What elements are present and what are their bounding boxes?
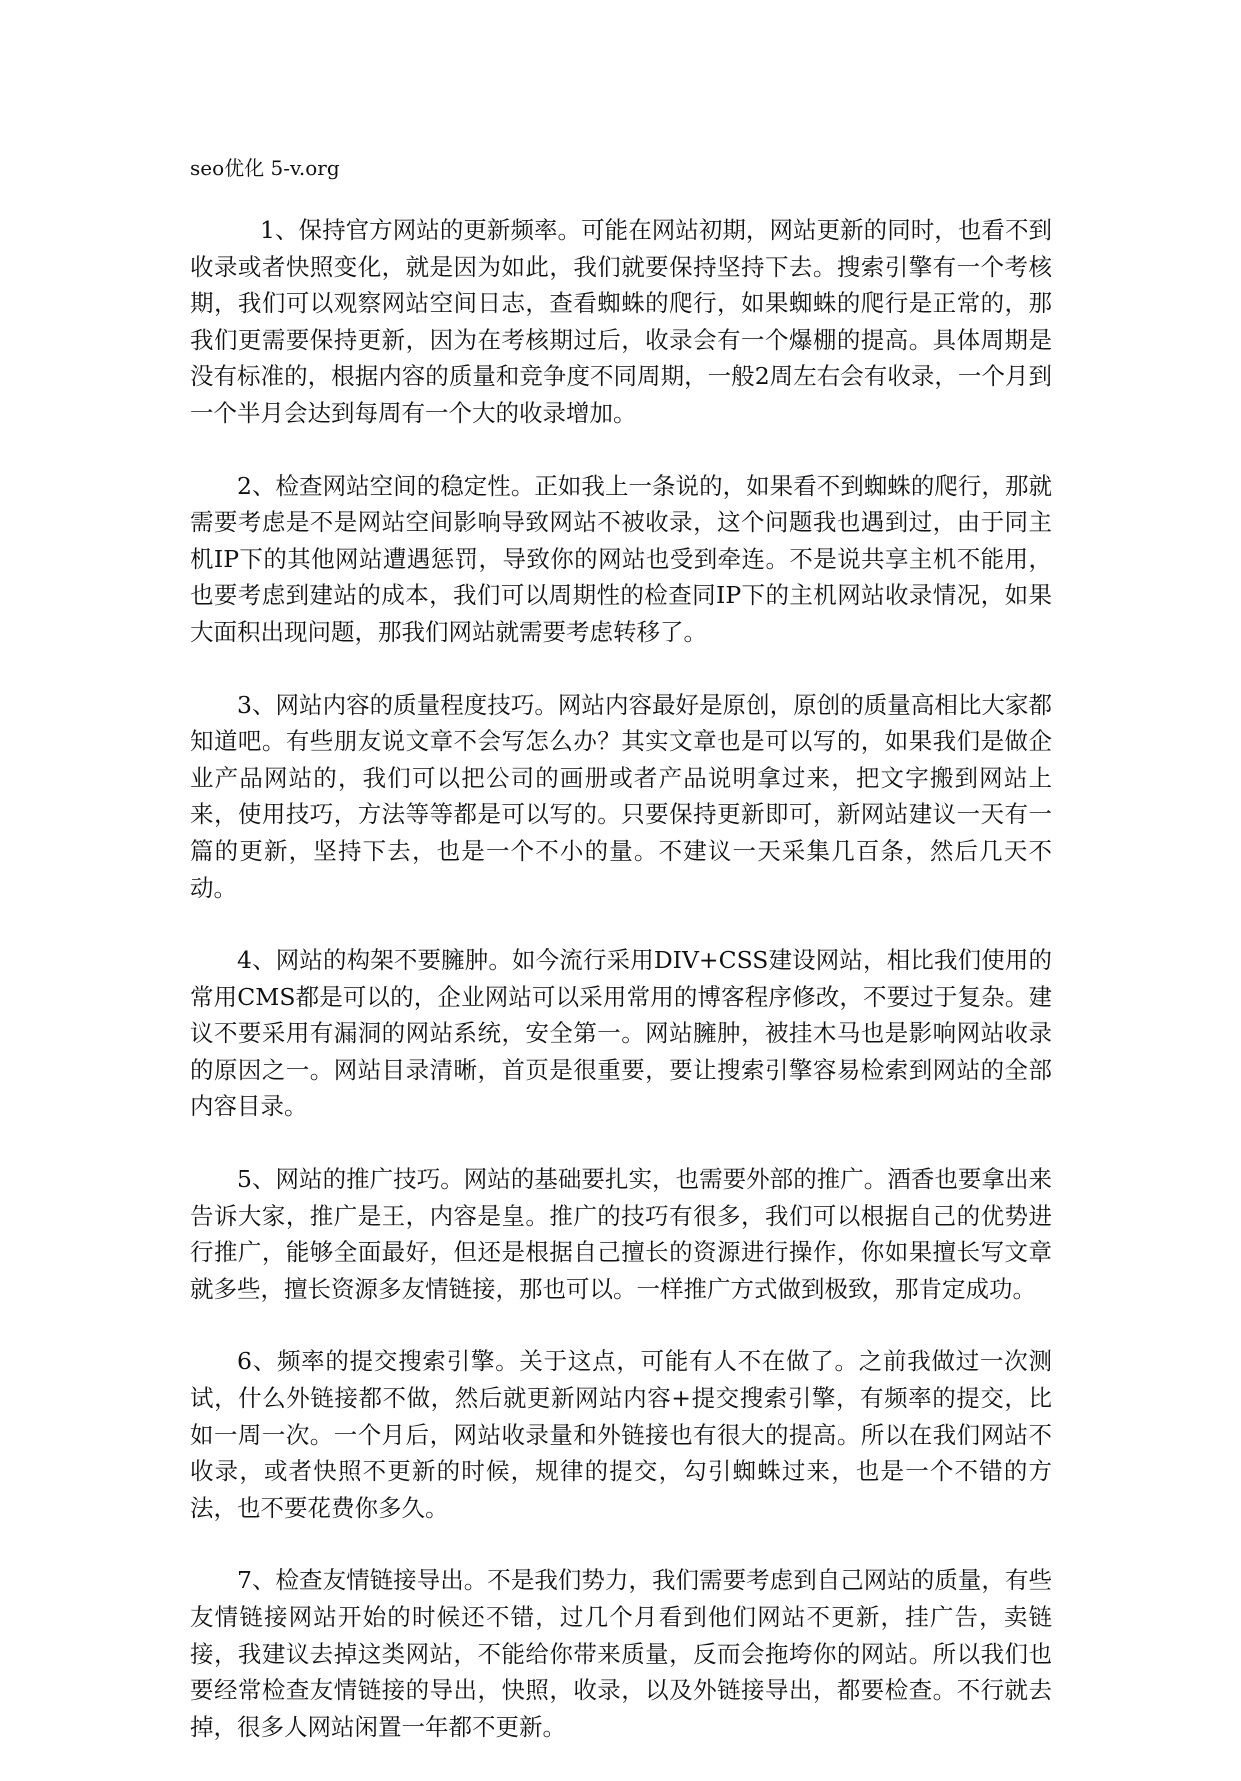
paragraph-5: 5、网站的推广技巧。网站的基础要扎实，也需要外部的推广。酒香也要拿出来告诉大家，推广是王，内容是皇。推广的技巧有很多，我们可以根据自己的优势进行推广，能够全面最好，但还是根据自己擅长的资源进行操作，你如果擅长写文章就多些，擅长资源多友情链接，那也可以。一样推广方式做到极致，那肯定成功。: [190, 1165, 1052, 1303]
paragraph-7: 7、检查友情链接导出。不是我们势力，我们需要考虑到自己网站的质量，有些友情链接网站开始的时候还不错，过几个月看到他们网站不更新，挂广告，卖链接，我建议去掉这类网站，不能给你带来质量，反而会拖垮你的网站。所以我们也要经常检查友情链接的导出，快照，收录，以及外链接导出，都要检查。不行就去掉，很多人网站闲置一年都不更新。: [190, 1566, 1052, 1741]
document-title: seo优化 5-v.org: [190, 156, 340, 180]
paragraph-1: 1、保持官方网站的更新频率。可能在网站初期，网站更新的同时，也看不到收录或者快照变化，就是因为如此，我们就要保持坚持下去。搜索引擎有一个考核期，我们可以观察网站空间日志，查看蜘蛛的爬行，如果蜘蛛的爬行是正常的，那我们更需要保持更新，因为在考核期过后，收录会有一个爆棚的提高。具体周期是没有标准的，根据内容的质量和竞争度不同周期，一般2周左右会有收录，一个月到一个半月会达到每周有一个大的收录增加。: [190, 216, 1052, 427]
paragraph-2: 2、检查网站空间的稳定性。正如我上一条说的，如果看不到蜘蛛的爬行，那就需要考虑是不是网站空间影响导致网站不被收录，这个问题我也遇到过，由于同主机IP下的其他网站遭遇惩罚，导致你的网站也受到牵连。不是说共享主机不能用，也要考虑到建站的成本，我们可以周期性的检查同IP下的主机网站收录情况，如果大面积出现问题，那我们网站就需要考虑转移了。: [190, 471, 1052, 646]
paragraph-6: 6、频率的提交搜索引擎。关于这点，可能有人不在做了。之前我做过一次测试，什么外链接都不做，然后就更新网站内容+提交搜索引擎，有频率的提交，比如一周一次。一个月后，网站收录量和外链接也有很大的提高。所以在我们网站不收录，或者快照不更新的时候，规律的提交，勾引蜘蛛过来，也是一个不错的方法，也不要花费你多久。: [190, 1347, 1052, 1522]
document-page: [190, 150, 1052, 1781]
paragraph-4: 4、网站的构架不要臃肿。如今流行采用DIV+CSS建设网站，相比我们使用的常用CMS都是可以的，企业网站可以采用常用的博客程序修改，不要过于复杂。建议不要采用有漏洞的网站系统，安全第一。网站臃肿，被挂木马也是影响网站收录的原因之一。网站目录清晰，首页是很重要，要让搜索引擎容易检索到网站的全部内容目录。: [190, 946, 1052, 1121]
paragraph-3: 3、网站内容的质量程度技巧。网站内容最好是原创，原创的质量高相比大家都知道吧。有些朋友说文章不会写怎么办？其实文章也是可以写的，如果我们是做企业产品网站的，我们可以把公司的画册或者产品说明拿过来，把文字搬到网站上来，使用技巧，方法等等都是可以写的。只要保持更新即可，新网站建议一天有一篇的更新，坚持下去，也是一个不小的量。不建议一天采集几百条，然后几天不动。: [190, 690, 1052, 902]
